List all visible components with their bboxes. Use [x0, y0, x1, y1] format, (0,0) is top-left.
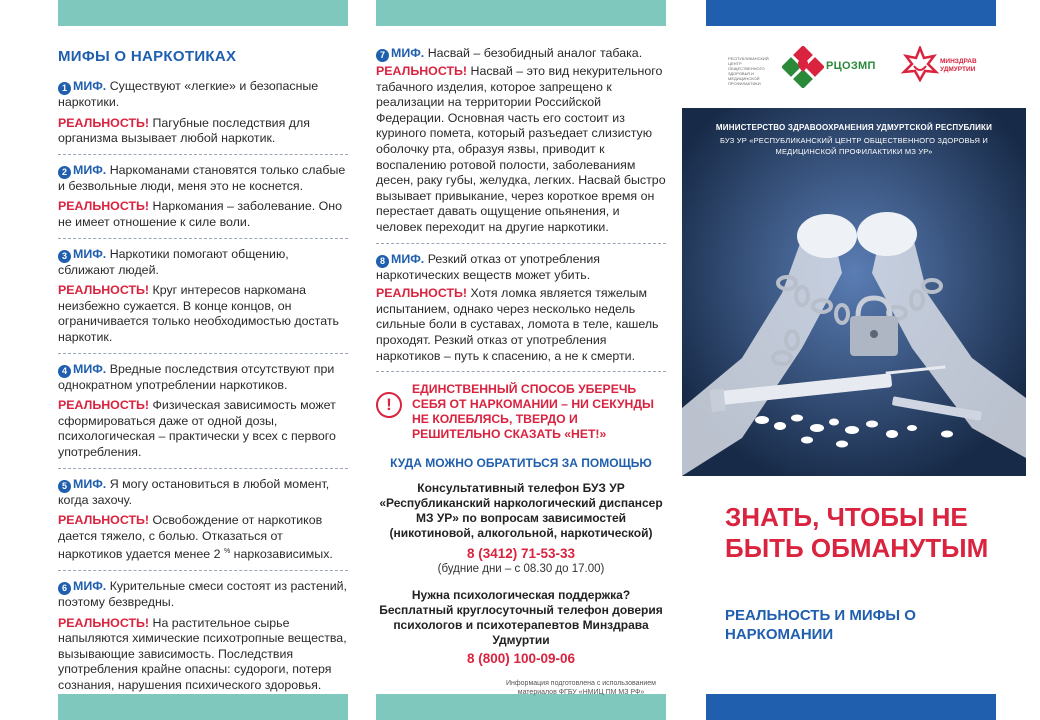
middle-column	[376, 46, 666, 697]
myth-number: 7	[376, 49, 389, 62]
contact-narcology: Консультативный телефон БУЗ УР «Республиканский наркологический диспансер МЗ УР» по вопросам зависимостей (никотиновой, алкогольной, наркотической)	[379, 481, 663, 541]
reality-label: РЕАЛЬНОСТЬ!	[376, 64, 468, 78]
myth-label: МИФ.	[73, 361, 107, 376]
working-hours: (будние дни – с 08.30 до 17.00)	[437, 563, 605, 576]
myth-text: Курительные смеси состоят из растений, поэтому безвредны.	[58, 579, 347, 609]
myth-item-3	[58, 247, 348, 346]
chained-fists-illustration	[682, 108, 1026, 476]
top-tab-middle	[376, 0, 666, 26]
reality-text-tail: наркозависимых.	[230, 547, 333, 562]
myth-number: 2	[58, 166, 71, 179]
myth-label: МИФ.	[73, 246, 107, 261]
divider	[58, 353, 348, 354]
divider	[58, 154, 348, 155]
warning-block	[376, 382, 666, 442]
phone-hotline[interactable]: 8 (800) 100-09-06	[466, 651, 576, 667]
photo-header	[682, 122, 1026, 157]
top-tab-right	[706, 0, 996, 26]
myth-number: 6	[58, 582, 71, 595]
reality-label: РЕАЛЬНОСТЬ!	[376, 286, 468, 301]
reality-label: РЕАЛЬНОСТЬ!	[58, 513, 150, 528]
myth-text: Я могу остановиться в любой момент, когда захочу.	[58, 476, 330, 507]
top-tab-left	[58, 0, 348, 26]
logo-minzdrav-text: МИНЗДРАВ УДМУРТИИ	[940, 58, 977, 73]
myth-item-2	[58, 163, 348, 231]
bottom-tab-right	[706, 694, 996, 720]
reality-text: Освобождение от наркотиков дается тяжело, с болью. Отказаться от наркотиков удается менее 2	[58, 513, 323, 562]
reality-text: Физическая зависимость может сформироваться даже от одной дозы, психологическая – практически у всех с первого употребления.	[58, 398, 336, 459]
logo-rcozmp-name: РЦОЗМП	[826, 60, 876, 72]
reality-label: РЕАЛЬНОСТЬ!	[58, 199, 150, 214]
reality-label: РЕАЛЬНОСТЬ!	[58, 283, 150, 298]
myths-title: МИФЫ О НАРКОТИКАХ	[58, 48, 237, 65]
myth-label: МИФ.	[73, 476, 107, 491]
reality-text: На растительное сырье напыляются химические психотропные вещества, вызывающие зависимость. Последствия употребления крайне опасны: судороги, потеря сознания, нарушения психического здоровья.	[58, 615, 347, 692]
phone-narcology[interactable]: 8 (3412) 71-53-33	[466, 546, 576, 562]
contact-hotline: Нужна психологическая поддержка? Бесплатный круглосуточный телефон доверия психологов и психотерапевтов Минздрава Удмуртии	[379, 588, 663, 648]
reality-text: Наркомания – заболевание. Оно не имеет отношение к силе воли.	[58, 199, 343, 229]
help-title: КУДА МОЖНО ОБРАТИТЬСЯ ЗА ПОМОЩЬЮ	[390, 456, 652, 471]
myth-number: 5	[58, 480, 71, 493]
minzdrav-star-icon	[900, 46, 940, 82]
myth-text: Насвай – безобидный аналог табака.	[424, 46, 643, 60]
warning-text: ЕДИНСТВЕННЫЙ СПОСОБ УБЕРЕЧЬ СЕБЯ ОТ НАРКОМАНИИ – НИ СЕКУНДЫ НЕ КОЛЕБЛЯСЬ, ТВЕРДО И РЕШИТЕЛЬНО СКАЗАТЬ «НЕТ!»	[412, 382, 654, 442]
center-name: БУЗ УР «РЕСПУБЛИКАНСКИЙ ЦЕНТР ОБЩЕСТВЕННОГО ЗДОРОВЬЯ И МЕДИЦИНСКОЙ ПРОФИЛАКТИКИ МЗ УР»	[719, 136, 989, 156]
myth-number: 8	[376, 255, 389, 268]
cover-title: ЗНАТЬ, ЧТОБЫ НЕ БЫТЬ ОБМАНУТЫМ	[725, 502, 989, 563]
reality-text: Пагубные последствия для организма вызывает любой наркотик.	[58, 115, 310, 146]
myth-item-4	[58, 362, 348, 461]
reality-text: Хотя ломка является тяжелым испытанием, однако через несколько недель сильные боли в суставах, ломота в теле, кашель проходят. Резкий отказ от употребления наркотиков – путь к спасению, а не к смерти.	[376, 286, 659, 363]
divider	[58, 468, 348, 469]
myth-label: МИФ.	[73, 579, 107, 593]
myth-label: МИФ.	[73, 162, 107, 177]
myth-number: 1	[58, 82, 71, 95]
ministry-name: МИНИСТЕРСТВО ЗДРАВООХРАНЕНИЯ УДМУРТСКОЙ РЕСПУБЛИКИ	[715, 123, 993, 132]
rcozmp-emblem-icon	[782, 46, 824, 88]
myth-label: МИФ.	[391, 46, 425, 60]
myth-item-8	[376, 252, 666, 365]
reality-label: РЕАЛЬНОСТЬ!	[58, 115, 150, 130]
exclamation-icon: !	[376, 392, 402, 418]
divider	[58, 238, 348, 239]
bottom-tab-left	[58, 694, 348, 720]
myth-text: Наркотики помогают общению, сближают людей.	[58, 246, 289, 277]
left-column	[58, 48, 348, 694]
percent-sign: %	[223, 548, 231, 556]
myth-number: 4	[58, 365, 71, 378]
myth-text: Вредные последствия отсутствуют при однократном употреблении наркотиков.	[58, 361, 335, 392]
divider	[58, 570, 348, 571]
myth-text: Наркоманами становятся только слабые и безвольные люди, меня это не коснется.	[58, 162, 346, 193]
hero-photo	[682, 108, 1026, 476]
myth-item-5	[58, 477, 348, 564]
reality-label: РЕАЛЬНОСТЬ!	[58, 615, 150, 630]
myth-text: Существуют «легкие» и безопасные наркотики.	[58, 79, 319, 109]
myth-number: 3	[58, 250, 71, 263]
reality-text: Насвай – это вид некурительного табачного изделия, которое запрещено к реализации на территории Российской Федерации. Основная часть его состоит из куриного помета, который разъедает слизистую оболочку рта, образуя язвы, приводит к воспалению ротовой полости, заболеваниям десен, раку губы, желудка, легких. Насвай быстро вызывает привыкание, через короткое время он перестает давать ощущение опьянения, и человек переходит на другие наркотики.	[376, 64, 666, 234]
logo-rcozmp-small-text: РЕСПУБЛИКАНСКИЙ ЦЕНТР ОБЩЕСТВЕННОГО ЗДОРОВЬЯ И МЕДИЦИНСКОЙ ПРОФИЛАКТИКИ	[728, 56, 769, 86]
divider	[376, 371, 666, 372]
cover-subtitle: РЕАЛЬНОСТЬ И МИФЫ О НАРКОМАНИИ	[725, 607, 916, 643]
bottom-tab-middle	[376, 694, 666, 720]
myth-label: МИФ.	[73, 79, 107, 93]
myth-text: Резкий отказ от употребления наркотических веществ может убить.	[376, 251, 600, 282]
myth-item-1	[58, 79, 348, 147]
divider	[376, 243, 666, 244]
reality-text: Круг интересов наркомана неизбежно сужается. В конце концов, он ограничивается только необходимостью достать наркотик.	[58, 283, 339, 344]
myth-item-6	[58, 579, 348, 694]
reality-label: РЕАЛЬНОСТЬ!	[58, 398, 150, 413]
myth-label: МИФ.	[391, 251, 425, 266]
myth-item-7	[376, 46, 666, 236]
source-note: Информация подготовлена с использованием материалов ФГБУ «НМИЦ ПМ МЗ РФ»	[506, 680, 656, 697]
